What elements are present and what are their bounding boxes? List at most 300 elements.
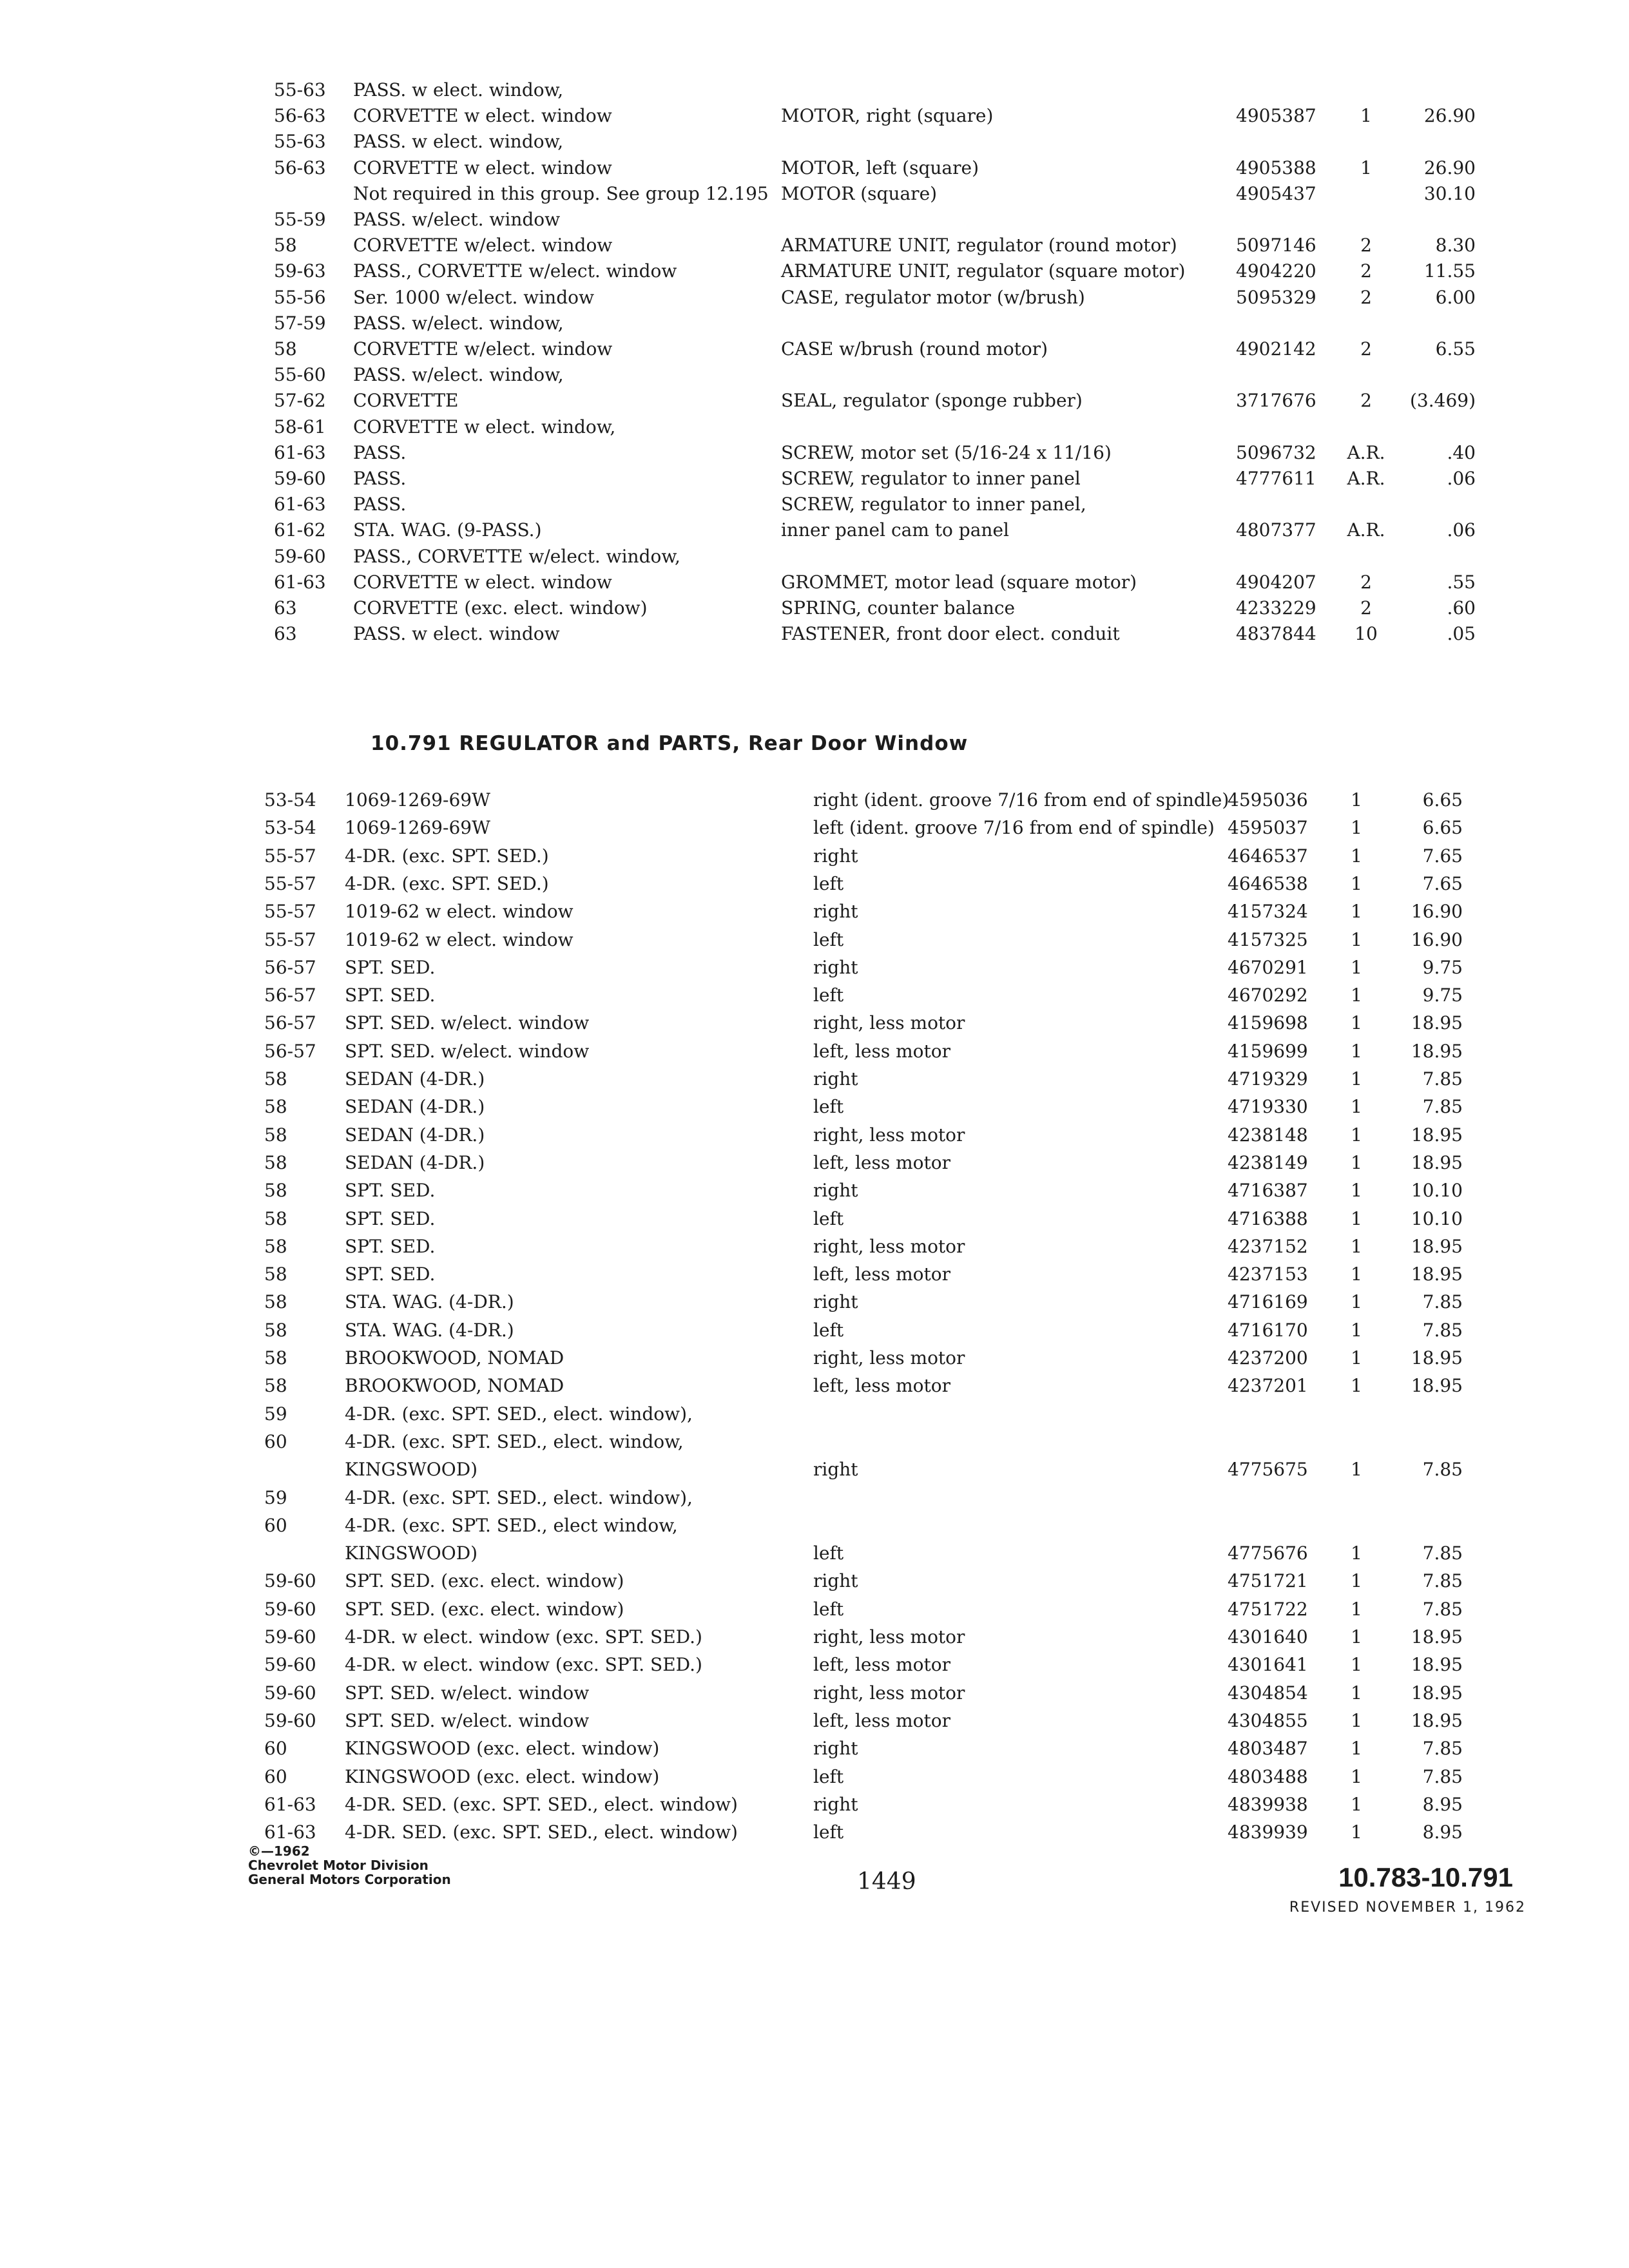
price: 7.85 <box>1422 1570 1463 1592</box>
part-number: 4751721 <box>1228 1570 1308 1592</box>
model-description: CORVETTE (exc. elect. window) <box>353 597 648 619</box>
part-number: 4905437 <box>1236 182 1316 204</box>
model-description: PASS. w/elect. window, <box>353 312 564 334</box>
parts-row <box>0 1094 1629 1120</box>
part-name: right <box>813 1793 858 1815</box>
model-description: 4-DR. w elect. window (exc. SPT. SED.) <box>345 1626 702 1648</box>
quantity: 1 <box>1351 1068 1362 1090</box>
quantity: 1 <box>1351 1151 1362 1173</box>
part-name: right <box>813 1291 858 1313</box>
model-description: STA. WAG. (4-DR.) <box>345 1291 514 1313</box>
model-description: Ser. 1000 w/elect. window <box>353 286 594 308</box>
parts-row <box>0 1318 1629 1343</box>
part-name: left <box>813 1096 844 1118</box>
part-number: 4646538 <box>1228 872 1308 894</box>
price: 10.10 <box>1411 1180 1463 1202</box>
parts-row <box>0 1039 1629 1064</box>
part-number: 4719330 <box>1228 1096 1308 1118</box>
model-years: 58 <box>264 1375 287 1397</box>
quantity: 1 <box>1351 901 1362 923</box>
price: .06 <box>1447 468 1476 489</box>
model-years: 60 <box>264 1738 287 1760</box>
price: 18.95 <box>1411 1626 1463 1648</box>
model-years: 61-63 <box>274 494 326 515</box>
price: 11.55 <box>1423 260 1476 282</box>
model-description: SPT. SED. w/elect. window <box>345 1682 590 1704</box>
model-description: PASS. w elect. window, <box>353 131 564 153</box>
parts-row <box>0 544 1629 570</box>
parts-row <box>0 1373 1629 1399</box>
quantity: 1 <box>1351 1654 1362 1676</box>
part-name: ARMATURE UNIT, regulator (round motor) <box>781 235 1177 256</box>
quantity: 1 <box>1351 1626 1362 1648</box>
parts-row <box>0 1485 1629 1511</box>
model-description: 4-DR. w elect. window (exc. SPT. SED.) <box>345 1654 702 1676</box>
model-description: KINGSWOOD) <box>345 1459 478 1481</box>
parts-row <box>0 595 1629 621</box>
part-name: SCREW, motor set (5/16-24 x 11/16) <box>781 441 1112 463</box>
price: 7.85 <box>1422 1096 1463 1118</box>
price: 7.65 <box>1422 872 1463 894</box>
model-description: 4-DR. (exc. SPT. SED.) <box>345 872 549 894</box>
model-description: KINGSWOOD) <box>345 1542 478 1564</box>
price: 7.85 <box>1422 1319 1463 1341</box>
quantity: 1 <box>1351 1235 1362 1257</box>
part-number: 4157325 <box>1228 928 1308 950</box>
parts-row <box>0 1429 1629 1455</box>
model-years: 58 <box>264 1291 287 1313</box>
model-years: 61-62 <box>274 519 326 541</box>
model-years: 55-63 <box>274 131 326 153</box>
part-name: right, less motor <box>813 1626 965 1648</box>
model-description: SPT. SED. (exc. elect. window) <box>345 1598 624 1620</box>
price: 9.75 <box>1422 956 1463 978</box>
model-years: 58 <box>264 1124 287 1146</box>
model-description: SEDAN (4-DR.) <box>345 1151 485 1173</box>
price: 18.95 <box>1411 1151 1463 1173</box>
model-description: PASS. w elect. window <box>353 623 560 645</box>
quantity: 1 <box>1351 1570 1362 1592</box>
quantity: 1 <box>1351 928 1362 950</box>
model-years: 56-57 <box>264 956 316 978</box>
price: 8.95 <box>1422 1821 1463 1843</box>
quantity: 1 <box>1351 1180 1362 1202</box>
model-years: 60 <box>264 1430 287 1452</box>
model-description: CORVETTE w elect. window <box>353 571 612 593</box>
model-years: 58 <box>264 1264 287 1285</box>
model-description: 4-DR. SED. (exc. SPT. SED., elect. window) <box>345 1821 738 1843</box>
part-name: GROMMET, motor lead (square motor) <box>781 571 1137 593</box>
part-number: 4159698 <box>1228 1012 1308 1034</box>
part-name: CASE w/brush (round motor) <box>781 338 1048 360</box>
model-years: 56-57 <box>264 1012 316 1034</box>
model-description: 4-DR. (exc. SPT. SED., elect window, <box>345 1514 678 1536</box>
quantity: 1 <box>1351 1821 1362 1843</box>
quantity: 1 <box>1351 1765 1362 1787</box>
part-number: 4716170 <box>1228 1319 1308 1341</box>
part-number: 4301640 <box>1228 1626 1308 1648</box>
model-years: 58-61 <box>274 416 326 437</box>
part-name: right <box>813 1738 858 1760</box>
quantity: 2 <box>1360 260 1372 282</box>
price: 26.90 <box>1423 105 1476 127</box>
part-name: right (ident. groove 7/16 from end of spindle) <box>813 789 1229 811</box>
part-number: 5095329 <box>1236 286 1316 308</box>
quantity: 2 <box>1360 338 1372 360</box>
parts-row <box>0 1262 1629 1287</box>
parts-row <box>0 1066 1629 1092</box>
part-number: 4159699 <box>1228 1040 1308 1062</box>
part-number: 4237201 <box>1228 1375 1308 1397</box>
quantity: 1 <box>1351 1264 1362 1285</box>
part-name: MOTOR, right (square) <box>781 105 994 127</box>
price: 7.85 <box>1422 1738 1463 1760</box>
model-years: 59-63 <box>274 260 326 282</box>
quantity: 1 <box>1360 157 1372 178</box>
part-name: SCREW, regulator to inner panel <box>781 468 1081 489</box>
model-description: STA. WAG. (9-PASS.) <box>353 519 542 541</box>
model-description: CORVETTE w elect. window <box>353 157 612 178</box>
section-range: 10.783-10.791 <box>1338 1862 1513 1892</box>
corporation-name: General Motors Corporation <box>248 1872 451 1887</box>
part-name: right <box>813 956 858 978</box>
model-description: 4-DR. (exc. SPT. SED., elect. window, <box>345 1430 684 1452</box>
part-number: 4839938 <box>1228 1793 1308 1815</box>
quantity: 1 <box>1351 1542 1362 1564</box>
part-number: 4238149 <box>1228 1151 1308 1173</box>
model-years: 58 <box>264 1319 287 1341</box>
part-number: 4905387 <box>1236 105 1316 127</box>
part-number: 4595037 <box>1228 817 1308 839</box>
part-name: left, less motor <box>813 1151 951 1173</box>
part-name: CASE, regulator motor (w/brush) <box>781 286 1085 308</box>
part-name: SPRING, counter balance <box>781 597 1016 619</box>
part-number: 4304855 <box>1228 1709 1308 1731</box>
parts-row <box>0 927 1629 953</box>
model-years: 58 <box>274 338 297 360</box>
copyright: ©—1962 <box>248 1843 310 1859</box>
parts-row <box>0 258 1629 284</box>
part-name: left, less motor <box>813 1264 951 1285</box>
model-description: SEDAN (4-DR.) <box>345 1068 485 1090</box>
price: 26.90 <box>1423 157 1476 178</box>
model-description: 4-DR. (exc. SPT. SED., elect. window), <box>345 1486 693 1508</box>
part-number: 4775675 <box>1228 1459 1308 1481</box>
parts-row <box>0 871 1629 897</box>
model-description: SPT. SED. <box>345 1207 436 1229</box>
parts-row <box>0 1513 1629 1539</box>
model-description: 1069-1269-69W <box>345 817 490 839</box>
quantity: 2 <box>1360 390 1372 412</box>
model-description: CORVETTE w elect. window <box>353 105 612 127</box>
model-years: 55-60 <box>274 364 326 386</box>
part-name: left <box>813 1821 844 1843</box>
model-description: 1069-1269-69W <box>345 789 490 811</box>
parts-row <box>0 311 1629 336</box>
price: 16.90 <box>1411 928 1463 950</box>
part-name: right, less motor <box>813 1124 965 1146</box>
model-description: SPT. SED. <box>345 956 436 978</box>
part-name: MOTOR (square) <box>781 182 938 204</box>
part-name: right <box>813 1180 858 1202</box>
price: 10.10 <box>1411 1207 1463 1229</box>
parts-row <box>0 843 1629 869</box>
quantity: 1 <box>1351 985 1362 1006</box>
price: 6.65 <box>1422 789 1463 811</box>
quantity: 1 <box>1351 1709 1362 1731</box>
model-years: 59-60 <box>274 545 326 567</box>
model-description: CORVETTE w elect. window, <box>353 416 616 437</box>
model-description: PASS. w elect. window, <box>353 79 564 101</box>
quantity: 1 <box>1351 1738 1362 1760</box>
part-name: left, less motor <box>813 1040 951 1062</box>
model-years: 55-57 <box>264 928 316 950</box>
model-years: 58 <box>264 1151 287 1173</box>
parts-row <box>0 1122 1629 1148</box>
model-description: CORVETTE w/elect. window <box>353 338 613 360</box>
model-years: 55-57 <box>264 901 316 923</box>
model-years: 58 <box>264 1347 287 1369</box>
price: 7.85 <box>1422 1068 1463 1090</box>
model-description: SPT. SED. <box>345 1235 436 1257</box>
model-years: 58 <box>264 1207 287 1229</box>
quantity: 1 <box>1351 1347 1362 1369</box>
part-number: 4716387 <box>1228 1180 1308 1202</box>
parts-row <box>0 466 1629 492</box>
model-years: 58 <box>264 1068 287 1090</box>
model-description: SPT. SED. w/elect. window <box>345 1040 590 1062</box>
part-name: right, less motor <box>813 1012 965 1034</box>
part-name: SCREW, regulator to inner panel, <box>781 494 1086 515</box>
quantity: 1 <box>1351 1682 1362 1704</box>
part-number: 5096732 <box>1236 441 1316 463</box>
quantity: 1 <box>1351 872 1362 894</box>
model-years: 56-63 <box>274 105 326 127</box>
model-years: 59-60 <box>264 1626 316 1648</box>
part-number: 4719329 <box>1228 1068 1308 1090</box>
quantity: 1 <box>1351 1598 1362 1620</box>
parts-row <box>0 815 1629 841</box>
model-description: Not required in this group. See group 12.195 <box>353 182 769 204</box>
model-description: PASS. <box>353 441 407 463</box>
model-years: 57-62 <box>274 390 326 412</box>
parts-row <box>0 1792 1629 1818</box>
price: 8.30 <box>1435 235 1476 256</box>
parts-row <box>0 787 1629 813</box>
part-name: right <box>813 1068 858 1090</box>
part-number: 4238148 <box>1228 1124 1308 1146</box>
model-years: 59 <box>264 1403 287 1425</box>
part-number: 4716388 <box>1228 1207 1308 1229</box>
model-description: BROOKWOOD, NOMAD <box>345 1347 564 1369</box>
model-description: CORVETTE w/elect. window <box>353 235 613 256</box>
part-name: right <box>813 845 858 867</box>
part-name: left <box>813 872 844 894</box>
price: 16.90 <box>1411 901 1463 923</box>
quantity: 1 <box>1351 1375 1362 1397</box>
part-name: FASTENER, front door elect. conduit <box>781 623 1120 645</box>
price: 7.85 <box>1422 1542 1463 1564</box>
part-number: 4751722 <box>1228 1598 1308 1620</box>
model-description: BROOKWOOD, NOMAD <box>345 1375 564 1397</box>
part-name: ARMATURE UNIT, regulator (square motor) <box>781 260 1186 282</box>
quantity: A.R. <box>1347 468 1385 489</box>
quantity: 1 <box>1351 1291 1362 1313</box>
quantity: 1 <box>1351 789 1362 811</box>
part-name: right, less motor <box>813 1682 965 1704</box>
model-years: 55-57 <box>264 845 316 867</box>
part-name: SEAL, regulator (sponge rubber) <box>781 390 1083 412</box>
part-number: 4777611 <box>1236 468 1316 489</box>
part-number: 3717676 <box>1236 390 1316 412</box>
part-name: MOTOR, left (square) <box>781 157 979 178</box>
model-years: 57-59 <box>274 312 326 334</box>
quantity: 1 <box>1351 1207 1362 1229</box>
model-years: 60 <box>264 1765 287 1787</box>
quantity: 1 <box>1351 956 1362 978</box>
model-description: PASS. w/elect. window <box>353 209 561 230</box>
price: 7.65 <box>1422 845 1463 867</box>
part-name: right <box>813 901 858 923</box>
model-years: 59-60 <box>264 1570 316 1592</box>
price: 7.85 <box>1422 1459 1463 1481</box>
parts-row <box>0 1345 1629 1371</box>
parts-row <box>0 517 1629 543</box>
price: 6.55 <box>1435 338 1476 360</box>
part-name: left <box>813 1598 844 1620</box>
part-number: 4237153 <box>1228 1264 1308 1285</box>
price: (3.469) <box>1409 390 1476 412</box>
parts-row <box>0 621 1629 647</box>
model-years: 59 <box>264 1486 287 1508</box>
model-years: 61-63 <box>274 441 326 463</box>
parts-row <box>0 1289 1629 1315</box>
price: 18.95 <box>1411 1124 1463 1146</box>
model-years: 59-60 <box>264 1709 316 1731</box>
parts-row <box>0 1652 1629 1678</box>
price: 18.95 <box>1411 1040 1463 1062</box>
quantity: 1 <box>1351 1459 1362 1481</box>
model-description: PASS. <box>353 468 407 489</box>
model-years: 63 <box>274 623 297 645</box>
model-description: STA. WAG. (4-DR.) <box>345 1319 514 1341</box>
quantity: 1 <box>1360 105 1372 127</box>
part-number: 4237152 <box>1228 1235 1308 1257</box>
model-description: PASS. w/elect. window, <box>353 364 564 386</box>
price: .06 <box>1447 519 1476 541</box>
price: 30.10 <box>1423 182 1476 204</box>
model-description: PASS., CORVETTE w/elect. window <box>353 260 677 282</box>
parts-row <box>0 388 1629 414</box>
part-name: left, less motor <box>813 1654 951 1676</box>
part-name: right <box>813 1570 858 1592</box>
parts-row <box>0 1401 1629 1427</box>
parts-row <box>0 983 1629 1008</box>
parts-row <box>0 1010 1629 1036</box>
price: .05 <box>1447 623 1476 645</box>
model-years: 53-54 <box>264 789 316 811</box>
parts-row <box>0 1178 1629 1204</box>
division-name: Chevrolet Motor Division <box>248 1858 429 1873</box>
model-years: 60 <box>264 1514 287 1536</box>
part-number: 4233229 <box>1236 597 1316 619</box>
model-years: 56-63 <box>274 157 326 178</box>
model-description: SPT. SED. <box>345 985 436 1006</box>
model-description: PASS., CORVETTE w/elect. window, <box>353 545 680 567</box>
price: 18.95 <box>1411 1709 1463 1731</box>
quantity: 10 <box>1354 623 1378 645</box>
model-description: 4-DR. SED. (exc. SPT. SED., elect. window) <box>345 1793 738 1815</box>
parts-row <box>0 77 1629 103</box>
part-name: left, less motor <box>813 1709 951 1731</box>
parts-row <box>0 1541 1629 1566</box>
parts-row <box>0 285 1629 311</box>
model-description: PASS. <box>353 494 407 515</box>
model-description: SPT. SED. <box>345 1264 436 1285</box>
part-name: right, less motor <box>813 1347 965 1369</box>
price: 9.75 <box>1422 985 1463 1006</box>
parts-row <box>0 1736 1629 1762</box>
page-number: 1449 <box>857 1869 916 1895</box>
model-years: 55-56 <box>274 286 326 308</box>
part-name: right <box>813 1459 858 1481</box>
price: 18.95 <box>1411 1347 1463 1369</box>
part-name: right, less motor <box>813 1235 965 1257</box>
model-years: 63 <box>274 597 297 619</box>
model-years: 58 <box>264 1235 287 1257</box>
model-years: 59-60 <box>264 1598 316 1620</box>
parts-row <box>0 207 1629 233</box>
price: 18.95 <box>1411 1375 1463 1397</box>
quantity: 2 <box>1360 235 1372 256</box>
part-number: 4304854 <box>1228 1682 1308 1704</box>
part-name: left <box>813 928 844 950</box>
price: .40 <box>1447 441 1476 463</box>
quantity: 2 <box>1360 597 1372 619</box>
revision-date: REVISED NOVEMBER 1, 1962 <box>1289 1899 1526 1916</box>
model-years: 58 <box>264 1096 287 1118</box>
parts-row <box>0 414 1629 440</box>
part-number: 4902142 <box>1236 338 1316 360</box>
quantity: 1 <box>1351 1040 1362 1062</box>
part-number: 4775676 <box>1228 1542 1308 1564</box>
part-name: left <box>813 985 844 1006</box>
parts-row <box>0 129 1629 155</box>
model-description: SPT. SED. w/elect. window <box>345 1012 590 1034</box>
quantity: A.R. <box>1347 441 1385 463</box>
quantity: 1 <box>1351 1124 1362 1146</box>
parts-row <box>0 233 1629 258</box>
part-number: 4157324 <box>1228 901 1308 923</box>
part-number: 4904207 <box>1236 571 1316 593</box>
quantity: 1 <box>1351 817 1362 839</box>
part-name: left, less motor <box>813 1375 951 1397</box>
price: 18.95 <box>1411 1235 1463 1257</box>
part-number: 4670291 <box>1228 956 1308 978</box>
quantity: 1 <box>1351 1096 1362 1118</box>
model-years: 56-57 <box>264 1040 316 1062</box>
quantity: 1 <box>1351 1319 1362 1341</box>
model-description: SPT. SED. <box>345 1180 436 1202</box>
parts-row <box>0 1206 1629 1232</box>
parts-row <box>0 1820 1629 1845</box>
parts-row <box>0 1708 1629 1734</box>
price: .60 <box>1447 597 1476 619</box>
part-name: left (ident. groove 7/16 from end of spindle) <box>813 817 1215 839</box>
model-years: 61-63 <box>264 1793 316 1815</box>
quantity: A.R. <box>1347 519 1385 541</box>
price: 18.95 <box>1411 1682 1463 1704</box>
